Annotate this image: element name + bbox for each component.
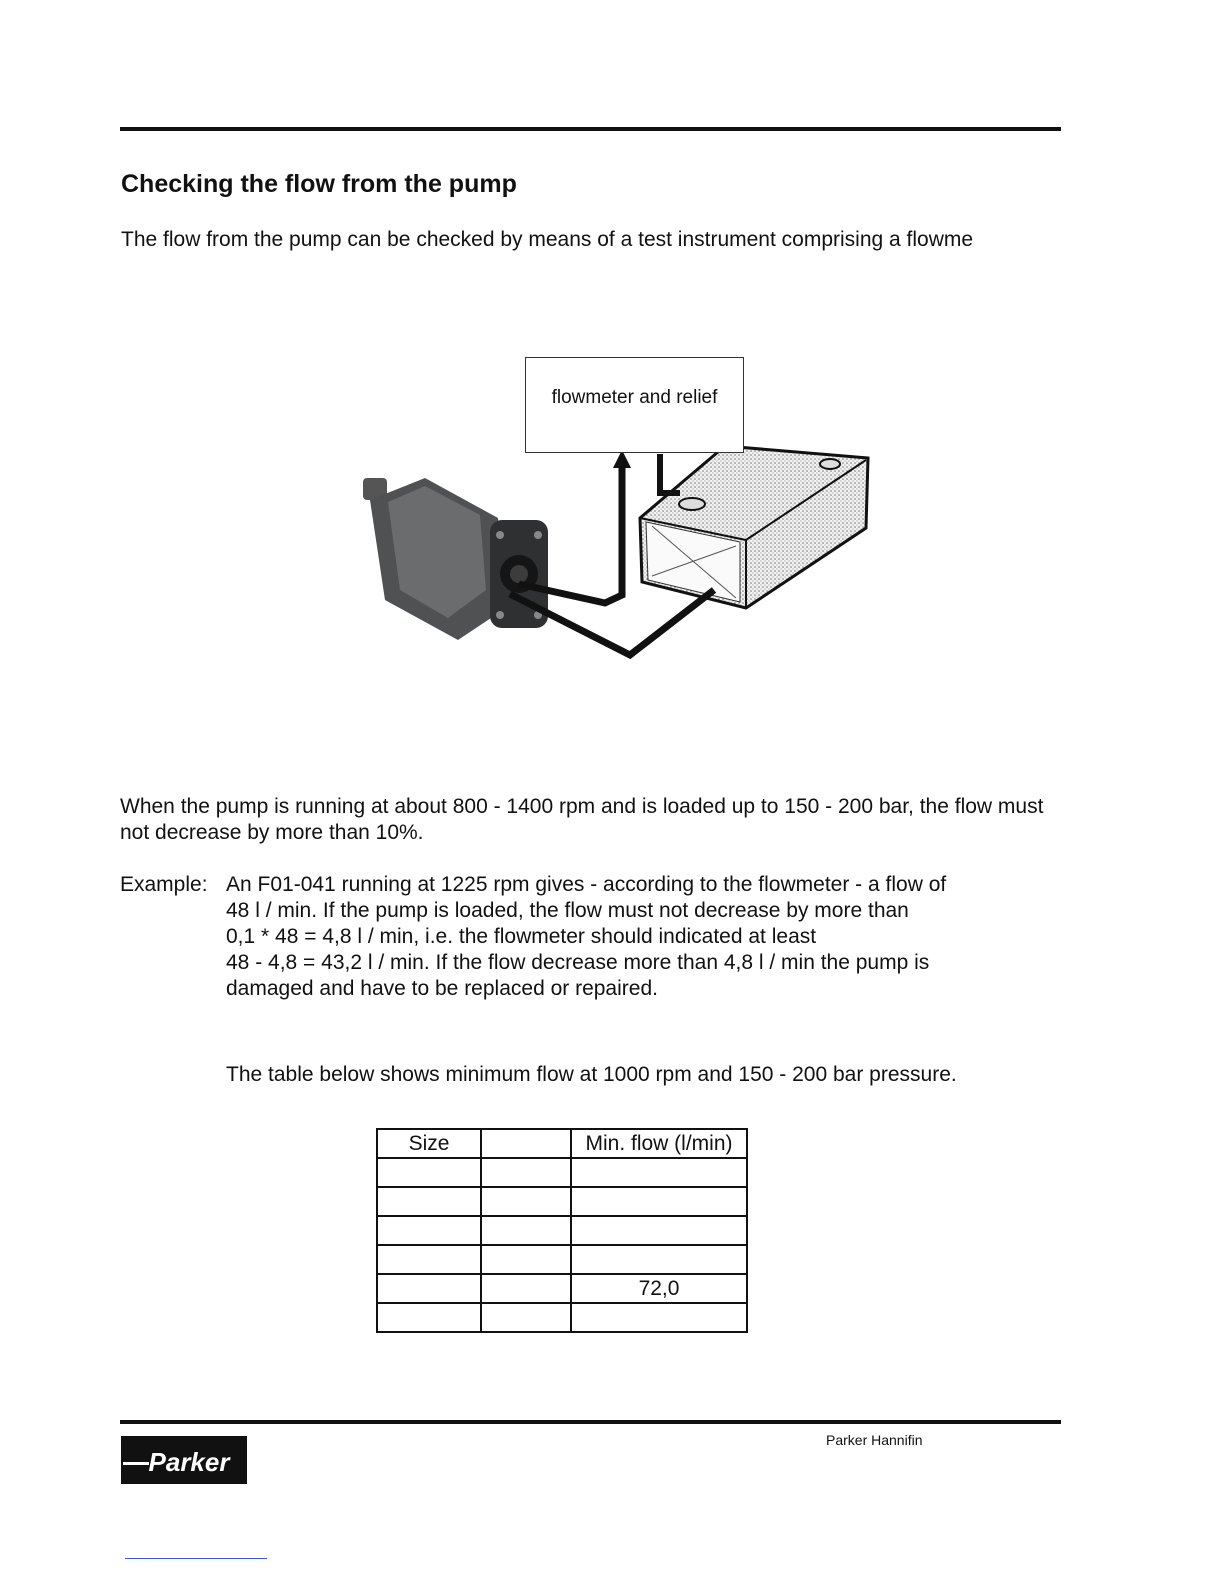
table-cell — [377, 1245, 481, 1274]
example-line: 48 - 4,8 = 43,2 l / min. If the flow decrease more than 4,8 l / min the pump is — [226, 951, 930, 974]
table-row — [377, 1274, 747, 1303]
example-text — [226, 872, 1046, 1002]
flowmeter-relief-box — [525, 357, 744, 453]
table-cell — [481, 1303, 571, 1332]
table-intro: The table below shows minimum flow at 1000 rpm and 150 - 200 bar pressure. — [226, 1063, 957, 1086]
table-row — [377, 1158, 747, 1187]
table-cell — [571, 1216, 747, 1245]
table-cell — [481, 1187, 571, 1216]
header-min-flow: Min. flow (l/min) — [571, 1129, 747, 1158]
table-cell — [377, 1187, 481, 1216]
min-flow-table — [376, 1128, 748, 1333]
pump-illustration — [363, 478, 548, 640]
table-cell — [571, 1158, 747, 1187]
example-line: 48 l / min. If the pump is loaded, the flow must not decrease by more than — [226, 899, 909, 922]
table-row — [377, 1216, 747, 1245]
table-cell — [377, 1274, 481, 1303]
flowmeter-relief-label: flowmeter and relief — [551, 387, 718, 408]
parker-logo-text: Parker — [148, 1447, 230, 1477]
table-cell — [481, 1158, 571, 1187]
parker-logo — [121, 1436, 247, 1484]
header-rule — [120, 127, 1061, 131]
table-cell — [481, 1245, 571, 1274]
table-cell — [481, 1216, 571, 1245]
link-underline — [125, 1558, 267, 1559]
footer-rule — [120, 1420, 1061, 1424]
table-cell: 72,0 — [571, 1274, 747, 1303]
table-cell — [377, 1303, 481, 1332]
tank-illustration — [640, 446, 868, 608]
table-cell — [377, 1158, 481, 1187]
table-cell — [571, 1187, 747, 1216]
body-paragraph: When the pump is running at about 800 - 1400 rpm and is loaded up to 150 - 200 bar, the flow must not decrease by more than 10%. — [120, 795, 1044, 844]
table-cell — [571, 1245, 747, 1274]
table-cell — [571, 1303, 747, 1332]
section-title: Checking the flow from the pump — [121, 170, 517, 198]
table-cell — [481, 1274, 571, 1303]
example-line: An F01-041 running at 1225 rpm gives - according to the flowmeter - a flow of — [226, 873, 947, 896]
example-label: Example: — [120, 873, 208, 896]
intro-text: The flow from the pump can be checked by means of a test instrument comprising a flowme — [121, 228, 974, 251]
table-row — [377, 1245, 747, 1274]
table-row — [377, 1187, 747, 1216]
example-line: 0,1 * 48 = 4,8 l / min, i.e. the flowmeter should indicated at least — [226, 925, 817, 948]
header-blank — [481, 1129, 571, 1158]
table-header-row — [377, 1129, 747, 1158]
table-row — [377, 1303, 747, 1332]
table-cell — [377, 1216, 481, 1245]
example-line: damaged and have to be replaced or repaired. — [226, 977, 658, 1000]
header-size: Size — [377, 1129, 481, 1158]
company-name: Parker Hannifin — [826, 1432, 923, 1448]
